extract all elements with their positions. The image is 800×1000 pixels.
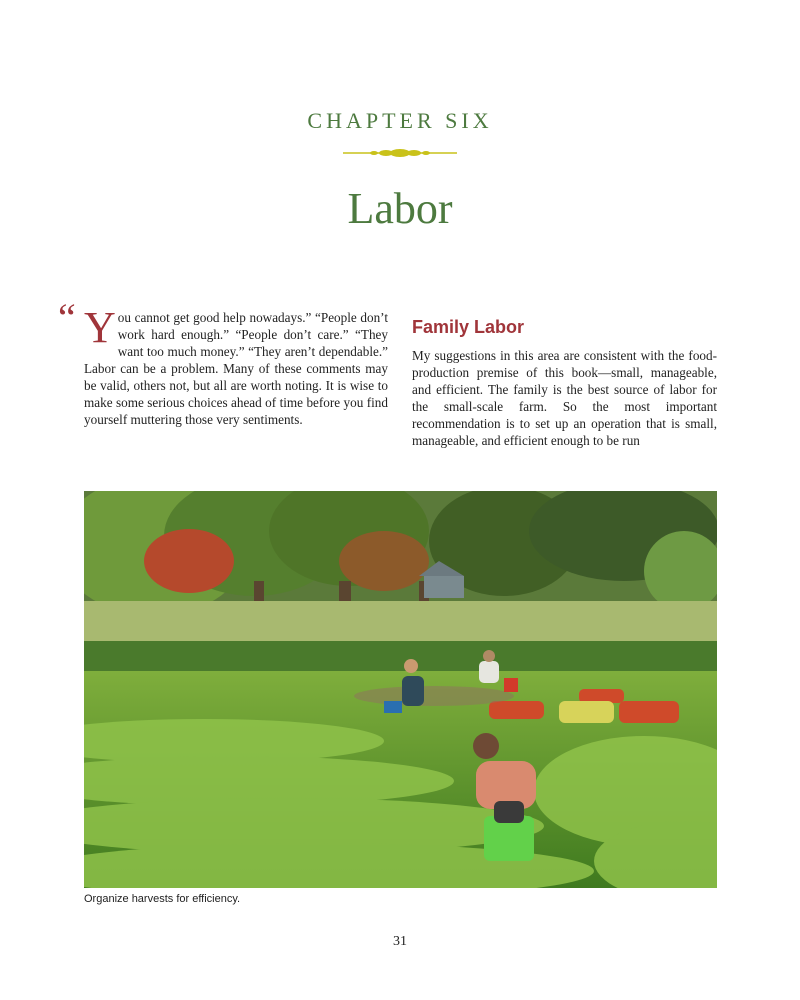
chapter-title: Labor [347,184,453,233]
family-labor-section [412,316,717,449]
intro-text: ou cannot get good help nowadays.” “People don’t work hard enough.” “People don’t care.” “They want too much money.” “They aren’t dependable.” Labor can be a problem. Many of these comments may be valid, others not, but all are worth noting. It is wise to make some serious choices ahead of time before you find yourself muttering those very sentiments. [84,310,388,427]
chapter-label: CHAPTER SIX [307,108,493,133]
section-heading: Family Labor [412,317,525,337]
page-number: 31 [393,934,407,949]
drop-cap: Y [84,303,116,352]
farm-photo-illustration [84,491,717,888]
section-text: My suggestions in this area are consistent with the food-production premise of this book—small, manageable, and efficient. The family is the best source of labor for the small-scale farm. So the most important recommendation is to set up an operation that is small, manageable, and efficient enough to be run [412,348,717,448]
ornament-divider [343,148,457,158]
opening-quote-mark: “ [58,295,76,340]
farm-photo [84,491,717,888]
intro-paragraph [84,303,388,428]
photo-caption: Organize harvests for efficiency. [84,893,241,905]
